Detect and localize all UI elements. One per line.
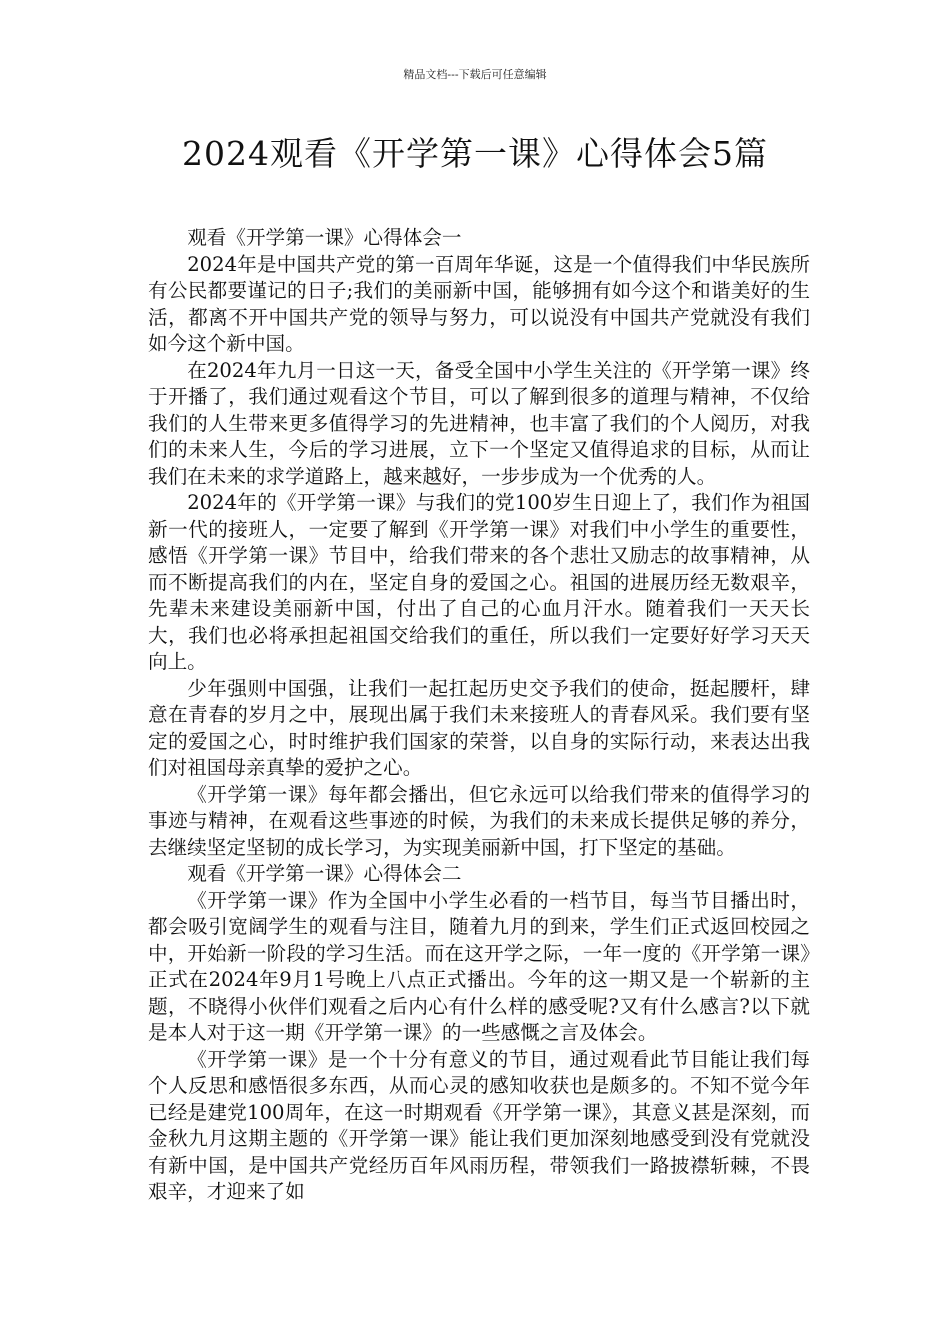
paragraph: 《开学第一课》每年都会播出，但它永远可以给我们带来的值得学习的事迹与精神，在观看这些事迹的时候，为我们的未来成长提供足够的养分，去继续坚定坚韧的成长学习，为实现美丽新中国，打下坚定的基础。 xyxy=(148,782,810,859)
paragraph: 在2024年九月一日这一天，备受全国中小学生关注的《开学第一课》终于开播了，我们通过观看这个节目，可以了解到很多的道理与精神，不仅给我们的人生带来更多值得学习的先进精神，也丰富了我们的个人阅历，对我们的未来人生，今后的学习进展，立下一个坚定又值得追求的目标，从而让我们在未来的求学道路上，越来越好，一步步成为一个优秀的人。 xyxy=(148,358,810,488)
document-title: 2024观看《开学第一课》心得体会5篇 xyxy=(182,134,768,173)
paragraph: 2024年是中国共产党的第一百周年华诞，这是一个值得我们中华民族所有公民都要谨记的日子;我们的美丽新中国，能够拥有如今这个和谐美好的生活，都离不开中国共产党的领导与努力，可以说没有中国共产党就没有我们如今这个新中国。 xyxy=(148,252,810,355)
section-heading-2: 观看《开学第一课》心得体会二 xyxy=(187,862,462,885)
paragraph: 2024年的《开学第一课》与我们的党100岁生日迎上了，我们作为祖国新一代的接班人，一定要了解到《开学第一课》对我们中小学生的重要性，感悟《开学第一课》节目中，给我们带来的各个悲壮又励志的故事精神，从而不断提高我们的内在，坚定自身的爱国之心。祖国的进展历经无数艰辛，先辈未来建设美丽新中国，付出了自己的心血月汗水。随着我们一天天长大，我们也必将承担起祖国交给我们的重任，所以我们一定要好好学习天天向上。 xyxy=(148,491,810,673)
document-body xyxy=(148,225,810,1206)
paragraph: 《开学第一课》作为全国中小学生必看的一档节目，每当节目播出时，都会吸引宽阔学生的观看与注目，随着九月的到来，学生们正式返回校园之中，开始新一阶段的学习生活。而在这开学之际，一年一度的《开学第一课》正式在2024年9月1号晚上八点正式播出。今年的这一期又是一个崭新的主题，不晓得小伙伴们观看之后内心有什么样的感受呢?又有什么感言?以下就是本人对于这一期《开学第一课》的一些感慨之言及体会。 xyxy=(148,888,810,1044)
paragraph: 少年强则中国强，让我们一起扛起历史交予我们的使命，挺起腰杆，肆意在青春的岁月之中，展现出属于我们未来接班人的青春风采。我们要有坚定的爱国之心，时时维护我们国家的荣誉，以自身的实际行动，来表达出我们对祖国母亲真挚的爱护之心。 xyxy=(148,676,810,779)
paragraph: 《开学第一课》是一个十分有意义的节目，通过观看此节目能让我们每个人反思和感悟很多东西，从而心灵的感知收获也是颇多的。不知不觉今年已经是建党100周年，在这一时期观看《开学第一课》，其意义甚是深刻，而金秋九月这期主题的《开学第一课》能让我们更加深刻地感受到没有党就没有新中国，是中国共产党经历百年风雨历程，带领我们一路披襟斩棘，不畏艰辛，才迎来了如 xyxy=(148,1047,810,1203)
section-heading-1: 观看《开学第一课》心得体会一 xyxy=(187,226,462,249)
header-note: 精品文档---下载后可任意编辑 xyxy=(403,68,547,81)
